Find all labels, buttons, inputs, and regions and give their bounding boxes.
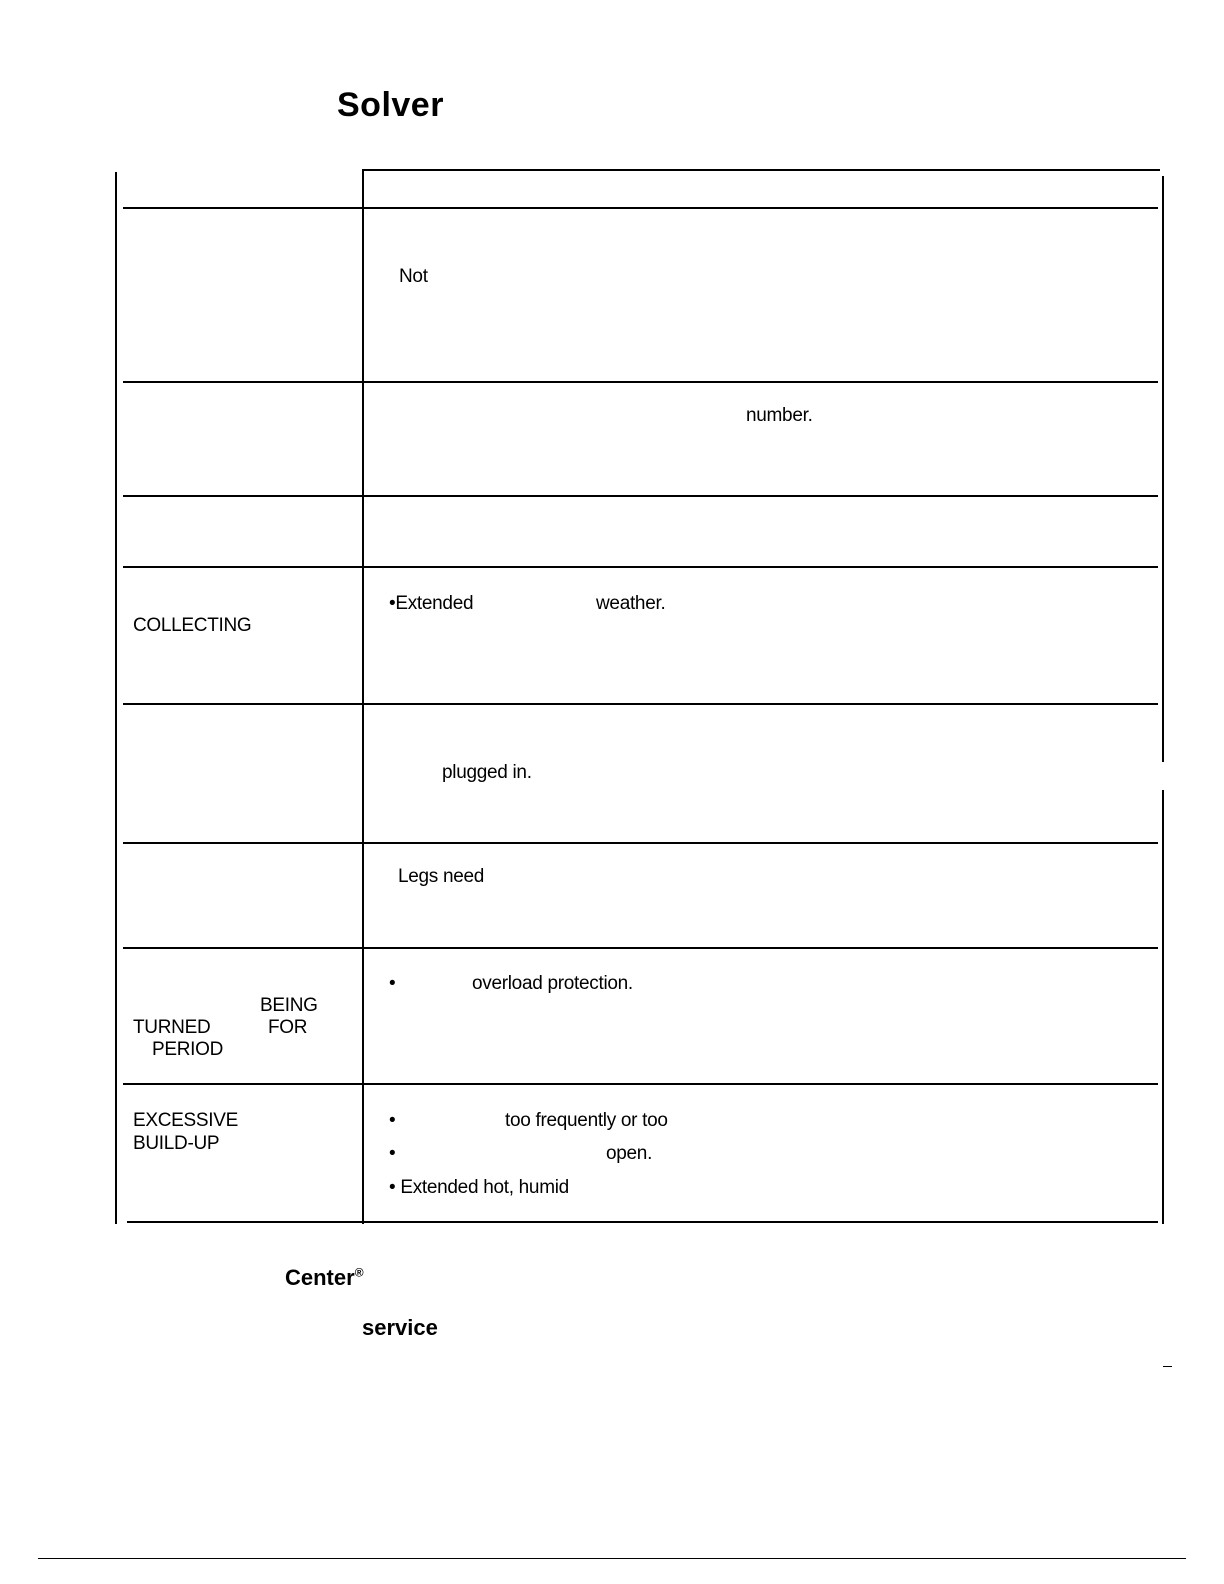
service-label: service (362, 1315, 438, 1340)
table-right-border-top (1162, 176, 1164, 762)
cause-text: weather. (596, 593, 666, 614)
cause-text: overload protection. (472, 973, 633, 994)
problem-text: FOR (268, 1017, 308, 1038)
cause-text: Legs need (398, 866, 485, 887)
registered-mark: ® (354, 1265, 364, 1280)
page-bottom-rule (38, 1558, 1186, 1559)
table-top-rule (362, 169, 1160, 171)
row-divider (123, 381, 1158, 383)
column-divider (362, 170, 364, 1224)
row-divider (123, 703, 1158, 705)
problem-text: PERIOD (152, 1039, 224, 1060)
bullet: • (389, 1110, 396, 1131)
problem-text: BUILD-UP (133, 1133, 220, 1154)
row-divider (123, 495, 1158, 497)
center-label (285, 1265, 364, 1291)
scan-mark (1163, 1366, 1172, 1367)
table-bottom-rule (127, 1221, 1158, 1223)
center-label-text: Center (285, 1265, 355, 1290)
cause-text: plugged in. (442, 762, 532, 783)
row-divider (123, 842, 1158, 844)
row-divider (123, 1083, 1158, 1085)
row-divider (123, 566, 1158, 568)
cause-text: Not (399, 266, 428, 287)
problem-text: COLLECTING (133, 615, 252, 636)
cause-text: •Extended (389, 593, 474, 614)
row-divider (123, 947, 1158, 949)
table-right-border-bottom (1162, 790, 1164, 1224)
bullet: • (389, 1143, 396, 1164)
cause-text: open. (606, 1143, 653, 1164)
problem-text: BEING (260, 995, 318, 1016)
row-divider (123, 207, 1158, 209)
problem-text: EXCESSIVE (133, 1110, 239, 1131)
cause-text: too frequently or too (505, 1110, 668, 1131)
cause-text: • Extended hot, humid (389, 1177, 569, 1198)
problem-text: TURNED (133, 1017, 211, 1038)
table-left-border (115, 172, 117, 1224)
cause-text: number. (746, 405, 813, 426)
page-title: Solver (337, 86, 444, 124)
bullet: • (389, 973, 396, 994)
